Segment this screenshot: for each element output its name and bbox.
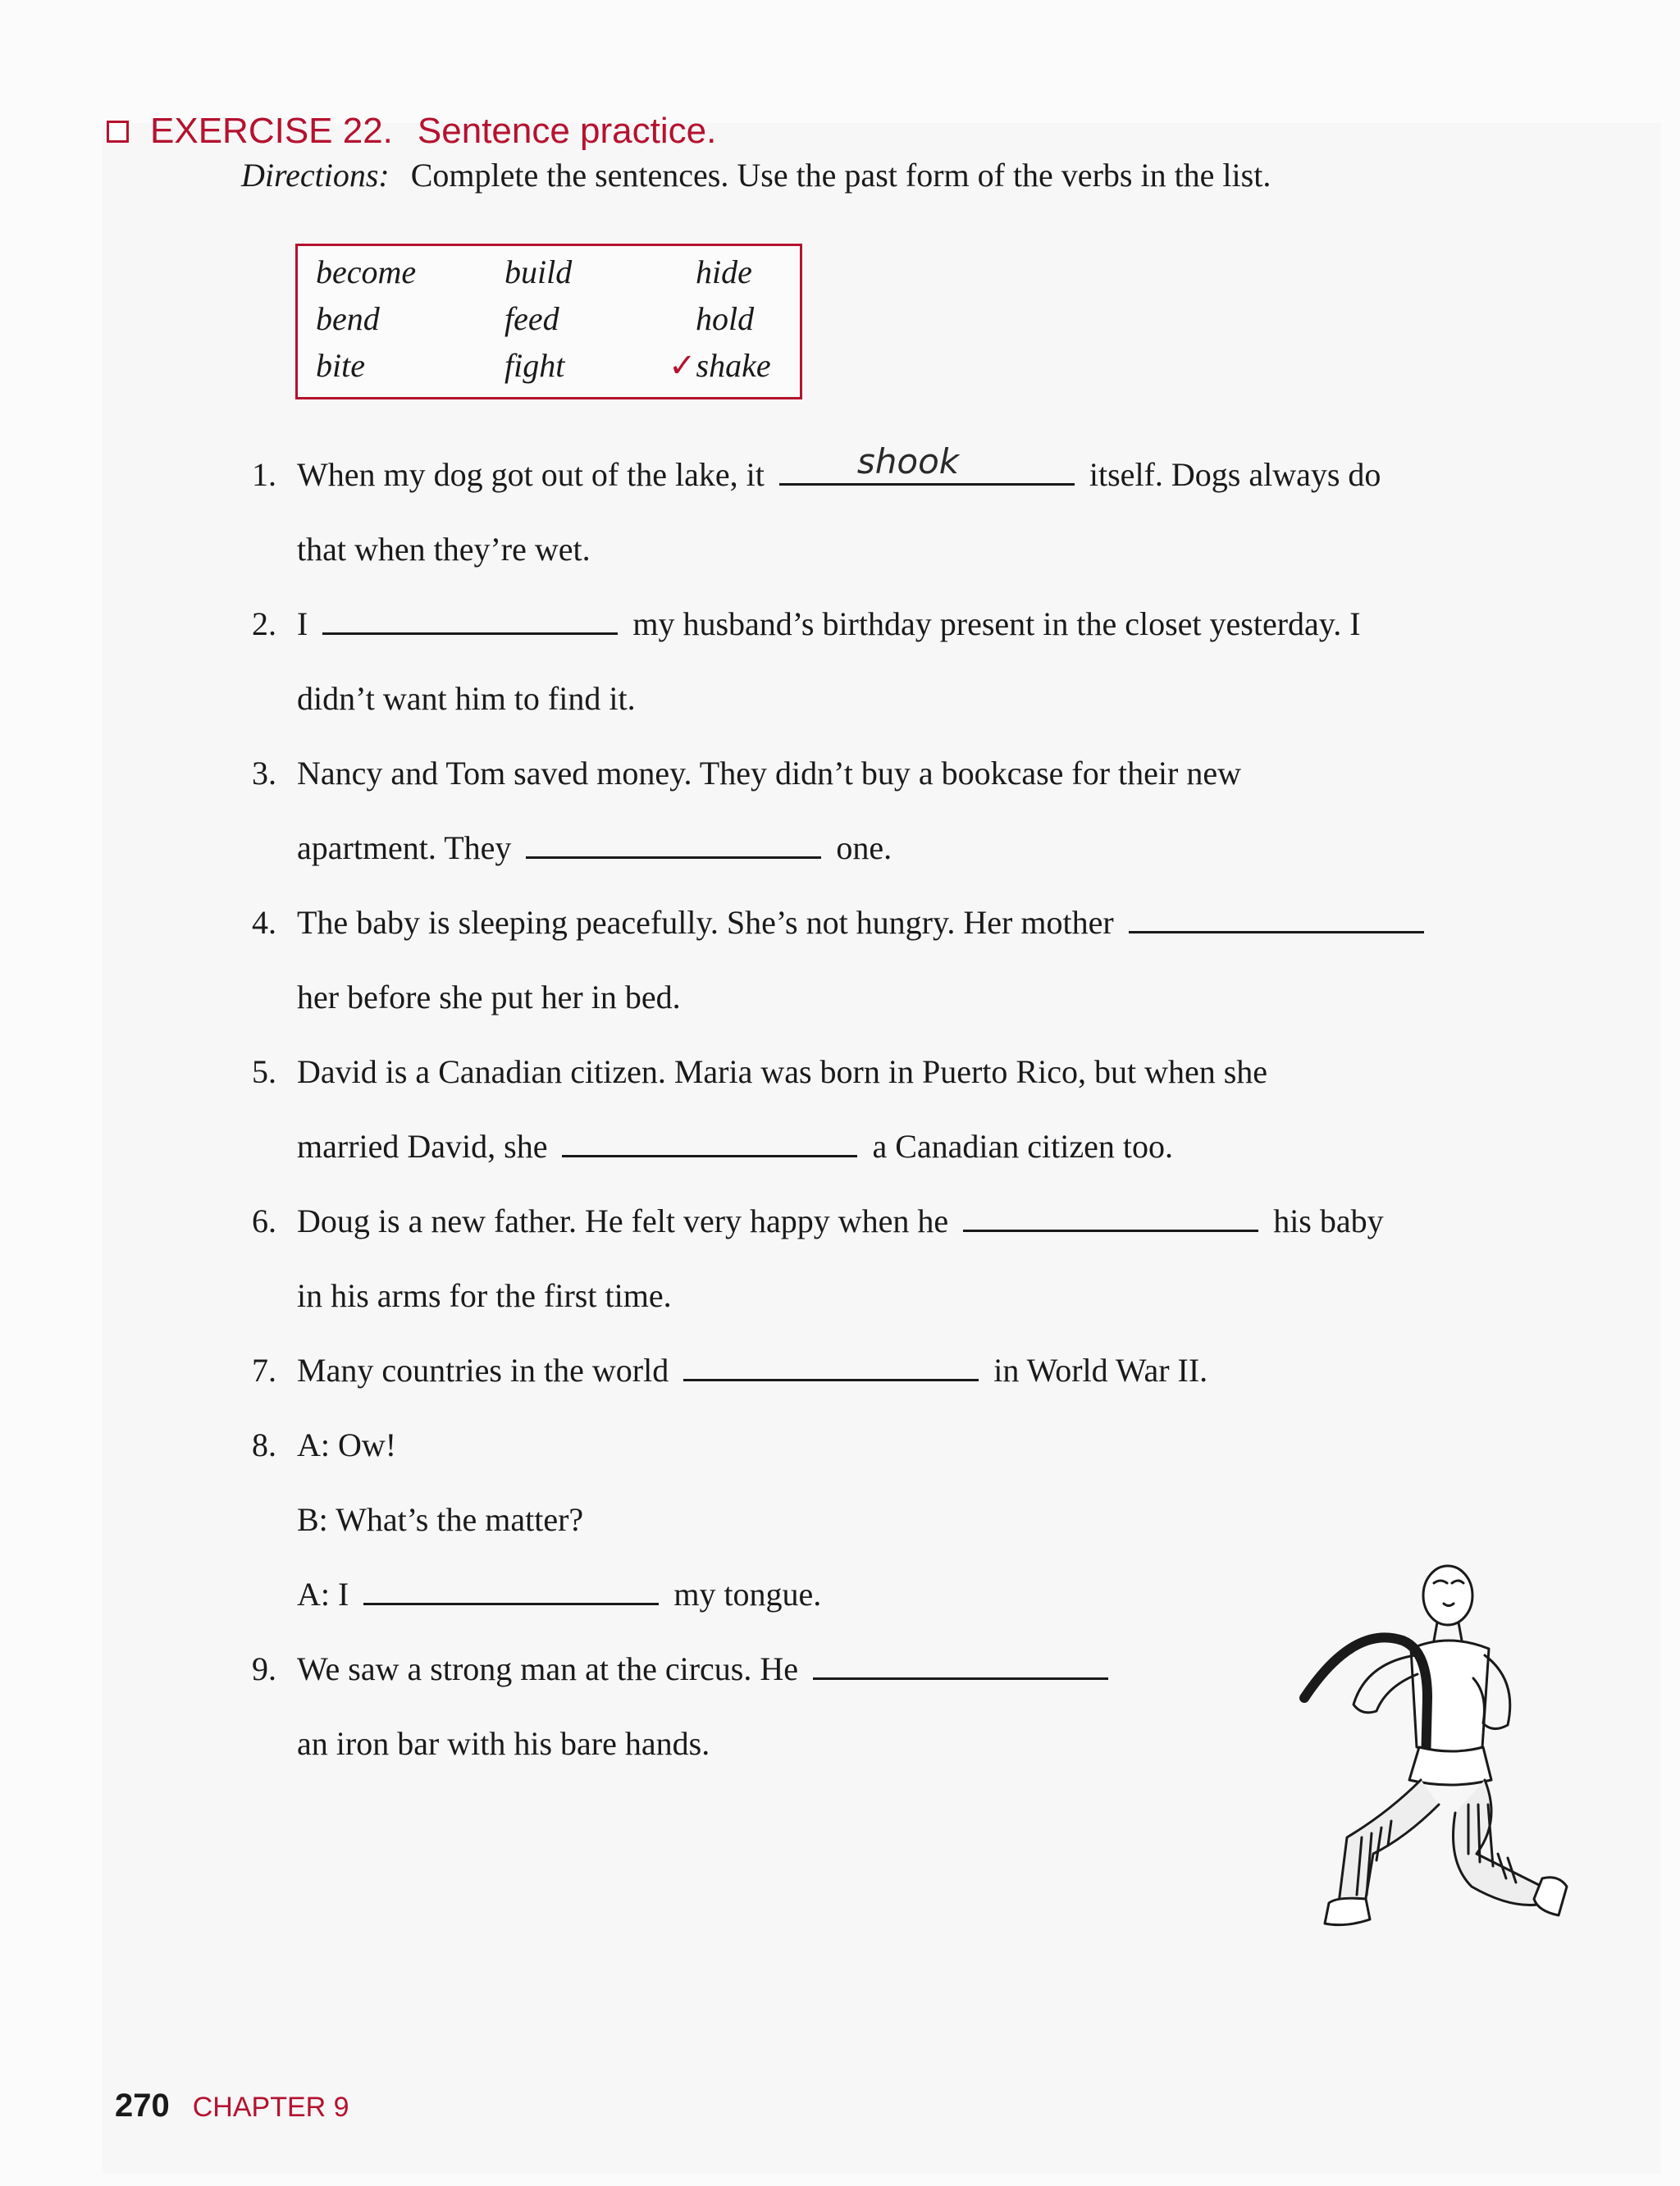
verb-item: shake: [696, 347, 771, 384]
item-text: itself. Dogs always do: [1089, 456, 1381, 493]
item-line: an iron bar with his bare hands.: [297, 1725, 710, 1762]
item-number: 8.: [252, 1426, 276, 1463]
verb-item: hold: [696, 300, 755, 337]
item-text: A: I: [297, 1576, 349, 1613]
item-number: 5.: [252, 1053, 276, 1090]
verb-item: bend: [316, 300, 380, 337]
handwritten-answer: shook: [856, 441, 960, 481]
directions-label: Directions:: [241, 157, 390, 194]
item-line: [297, 605, 1361, 643]
item-text: my tongue.: [673, 1576, 822, 1613]
item-text: When my dog got out of the lake, it: [297, 456, 765, 493]
item-number: 6.: [252, 1203, 276, 1239]
chapter-label: CHAPTER 9: [192, 2092, 349, 2123]
item-text: I: [297, 605, 308, 642]
exercise-title: Sentence practice.: [417, 111, 717, 151]
item-number: 2.: [252, 605, 276, 642]
item-number: 3.: [252, 755, 276, 792]
answer-blank[interactable]: [562, 1132, 857, 1157]
check-icon: ✓: [669, 347, 696, 384]
verb-list-box: [295, 244, 802, 399]
item-line: her before she put her in bed.: [297, 979, 681, 1015]
answer-blank[interactable]: [683, 1356, 979, 1381]
exercise-number: EXERCISE 22.: [150, 111, 393, 151]
item-number: 1.: [252, 456, 276, 493]
item-line: [297, 903, 1439, 942]
strongman-illustration: [1247, 1558, 1575, 2001]
item-number: 7.: [252, 1352, 276, 1389]
exercise-header: [107, 111, 716, 152]
item-line: [297, 1575, 821, 1613]
answer-blank[interactable]: [322, 609, 618, 635]
item-text: Doug is a new father. He felt very happy when he: [297, 1203, 949, 1239]
item-line: [297, 441, 1381, 494]
answer-blank[interactable]: [963, 1207, 1258, 1232]
verb-item: feed: [504, 300, 559, 337]
answer-blank[interactable]: [526, 833, 821, 859]
item-text: in World War II.: [993, 1352, 1208, 1389]
item-text: Many countries in the world: [297, 1352, 669, 1389]
answer-blank[interactable]: [779, 441, 1075, 486]
page-footer: [115, 2088, 349, 2124]
verb-item-checked: [669, 346, 771, 385]
exercise-checkbox[interactable]: [107, 121, 129, 143]
item-line: A: Ow!: [297, 1426, 397, 1463]
answer-blank[interactable]: [1129, 908, 1424, 933]
verb-item: fight: [504, 347, 565, 384]
item-text: one.: [836, 829, 892, 866]
item-line: [297, 1650, 1123, 1688]
item-line: [297, 1127, 1173, 1166]
item-text: his baby: [1273, 1203, 1384, 1239]
item-line: didn’t want him to find it.: [297, 680, 636, 717]
item-line: [297, 1351, 1208, 1390]
item-text: The baby is sleeping peacefully. She’s not hungry. Her mother: [297, 904, 1114, 941]
verb-item: hide: [696, 253, 752, 290]
directions: [241, 156, 1271, 194]
item-line: in his arms for the first time.: [297, 1277, 672, 1314]
item-line: that when they’re wet.: [297, 531, 591, 568]
item-text: apartment. They: [297, 829, 512, 866]
item-line: [297, 1202, 1384, 1240]
verb-item: become: [316, 253, 417, 290]
item-line: B: What’s the matter?: [297, 1501, 584, 1538]
item-number: 9.: [252, 1650, 276, 1687]
verb-item: build: [504, 253, 573, 290]
item-text: a Canadian citizen too.: [872, 1128, 1173, 1165]
item-line: Nancy and Tom saved money. They didn’t buy a bookcase for their new: [297, 755, 1241, 792]
item-text: married David, she: [297, 1128, 548, 1165]
item-text: my husband’s birthday present in the closet yesterday. I: [632, 605, 1361, 642]
page-number: 270: [115, 2088, 170, 2124]
answer-blank[interactable]: [363, 1580, 659, 1605]
verb-item: bite: [316, 347, 365, 384]
item-line: [297, 828, 892, 867]
item-text: We saw a strong man at the circus. He: [297, 1650, 799, 1687]
directions-text: Complete the sentences. Use the past form of the verbs in the list.: [410, 157, 1271, 194]
item-line: David is a Canadian citizen. Maria was born in Puerto Rico, but when she: [297, 1053, 1268, 1090]
item-number: 4.: [252, 904, 276, 941]
answer-blank[interactable]: [813, 1654, 1108, 1680]
